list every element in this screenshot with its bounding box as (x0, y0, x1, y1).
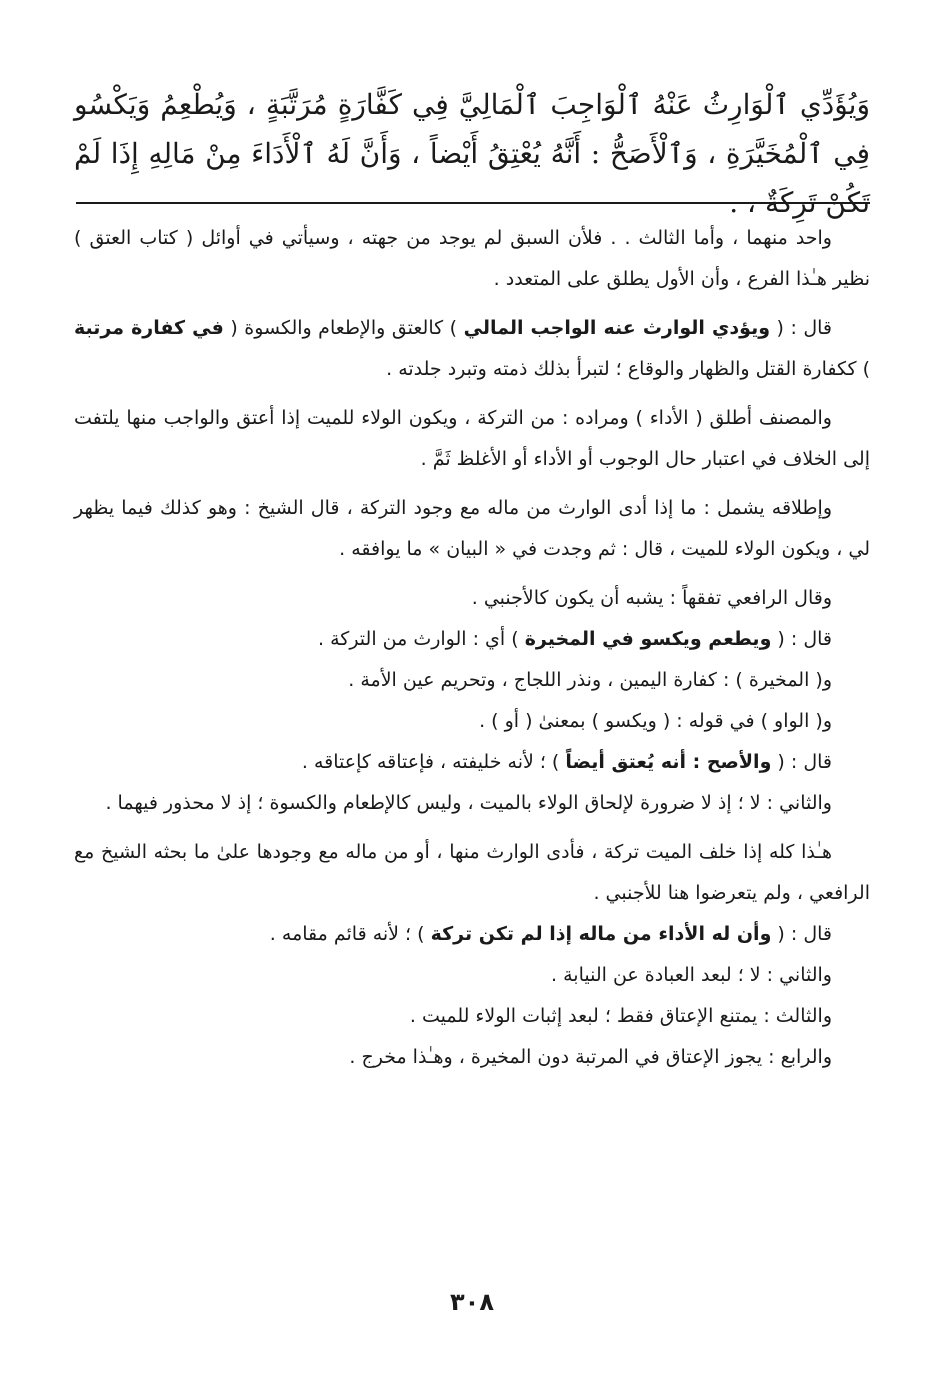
quoted-text: في كفارة مرتبة (74, 317, 224, 339)
commentary (74, 218, 870, 1078)
quoted-text: ويؤدي الوارث عنه الواجب المالي (463, 317, 771, 339)
quoted-text: ويطعم ويكسو في المخيرة (524, 628, 772, 650)
commentary-paragraph-9 (74, 742, 870, 783)
divider-line (76, 202, 870, 204)
commentary-paragraph-3: والمصنف أطلق ( الأداء ) ومراده : من التركة ، ويكون الولاء للميت إذا أعتق والواجب منها يلتفت إلى الخلاف في اعتبار حال الوجوب أو الأداء أو الأغلظ ثَمَّ . (74, 407, 870, 470)
commentary-paragraph-14: والثالث : يمتنع الإعتاق فقط ؛ لبعد إثبات الولاء للميت . (409, 1005, 832, 1027)
commentary-paragraph-2 (74, 308, 870, 390)
quoted-text: وأن له الأداء من ماله إذا لم تكن تركة (430, 923, 772, 945)
text-segment: قال : ( (771, 751, 832, 773)
commentary-paragraph-6 (74, 619, 870, 660)
text-segment: قال : ( (771, 923, 832, 945)
commentary-paragraph-4: وإطلاقه يشمل : ما إذا أدى الوارث من ماله مع وجود التركة ، قال الشيخ : وهو كذلك فيما يظهر لي ، ويكون الولاء للميت ، قال : ثم وجدت في « البيان » ما يوافقه . (74, 497, 870, 560)
text-segment: ) كالعتق والإطعام والكسوة ( (223, 317, 464, 339)
text-segment: ) ؛ لأنه خليفته ، فإعتاقه كإعتاقه . (301, 751, 566, 773)
text-segment: ) ؛ لأنه قائم مقامه . (269, 923, 431, 945)
commentary-paragraph-1: واحد منهما ، وأما الثالث . . فلأن السبق لم يوجد من جهته ، وسيأتي في أوائل ( كتاب العتق ) نظير هـٰذا الفرع ، وأن الأول يطلق على المتعدد . (74, 227, 870, 290)
commentary-paragraph-10: والثاني : لا ؛ إذ لا ضرورة لإلحاق الولاء بالميت ، وليس كالإطعام والكسوة ؛ إذ لا محذور فيهما . (105, 792, 832, 814)
commentary-paragraph-12 (74, 914, 870, 955)
text-segment: قال : ( (770, 317, 833, 339)
text-segment: قال : ( (771, 628, 832, 650)
text-segment: ) أي : الوارث من التركة . (318, 628, 525, 650)
commentary-paragraph-11: هـٰذا كله إذا خلف الميت تركة ، فأدى الوارث منها ، أو من ماله مع وجودها علىٰ ما بحثه الشيخ مع الرافعي ، ولم يتعرضوا هنا للأجنبي . (74, 841, 870, 904)
commentary-paragraph-5: وقال الرافعي تفقهاً : يشبه أن يكون كالأجنبي . (471, 587, 832, 609)
page-number: ٣٠٨ (450, 1288, 494, 1316)
main-text: وَيُؤَدِّي ٱلْوَارِثُ عَنْهُ ٱلْوَاجِبَ ٱلْمَالِيَّ فِي كَفَّارَةٍ مُرَتَّبَةٍ ، وَيُطْعِمُ وَيَكْسُو فِي ٱلْمُخَيَّرَةِ ، وَٱلْأَصَحُّ : أَنَّهُ يُعْتِقُ أَيْضاً ، وَأَنَّ لَهُ ٱلْأَدَاءَ مِنْ مَالِهِ إِذَا لَمْ تَكُنْ تَرِكَةٌ ، . (74, 88, 870, 219)
quoted-text: والأصح : أنه يُعتق أيضاً (565, 751, 772, 773)
commentary-paragraph-13: والثاني : لا ؛ لبعد العبادة عن النيابة . (551, 964, 832, 986)
text-segment: ) ككفارة القتل والظهار والوقاع ؛ لتبرأ بذلك ذمته وتبرد جلدته . (386, 358, 870, 380)
commentary-paragraph-7: و( المخيرة ) : كفارة اليمين ، ونذر اللجاج ، وتحريم عين الأمة . (348, 669, 832, 691)
commentary-paragraph-15: والرابع : يجوز الإعتاق في المرتبة دون المخيرة ، وهـٰذا مخرج . (349, 1046, 832, 1068)
commentary-paragraph-8: و( الواو ) في قوله : ( ويكسو ) بمعنىٰ ( أو ) . (479, 710, 832, 732)
